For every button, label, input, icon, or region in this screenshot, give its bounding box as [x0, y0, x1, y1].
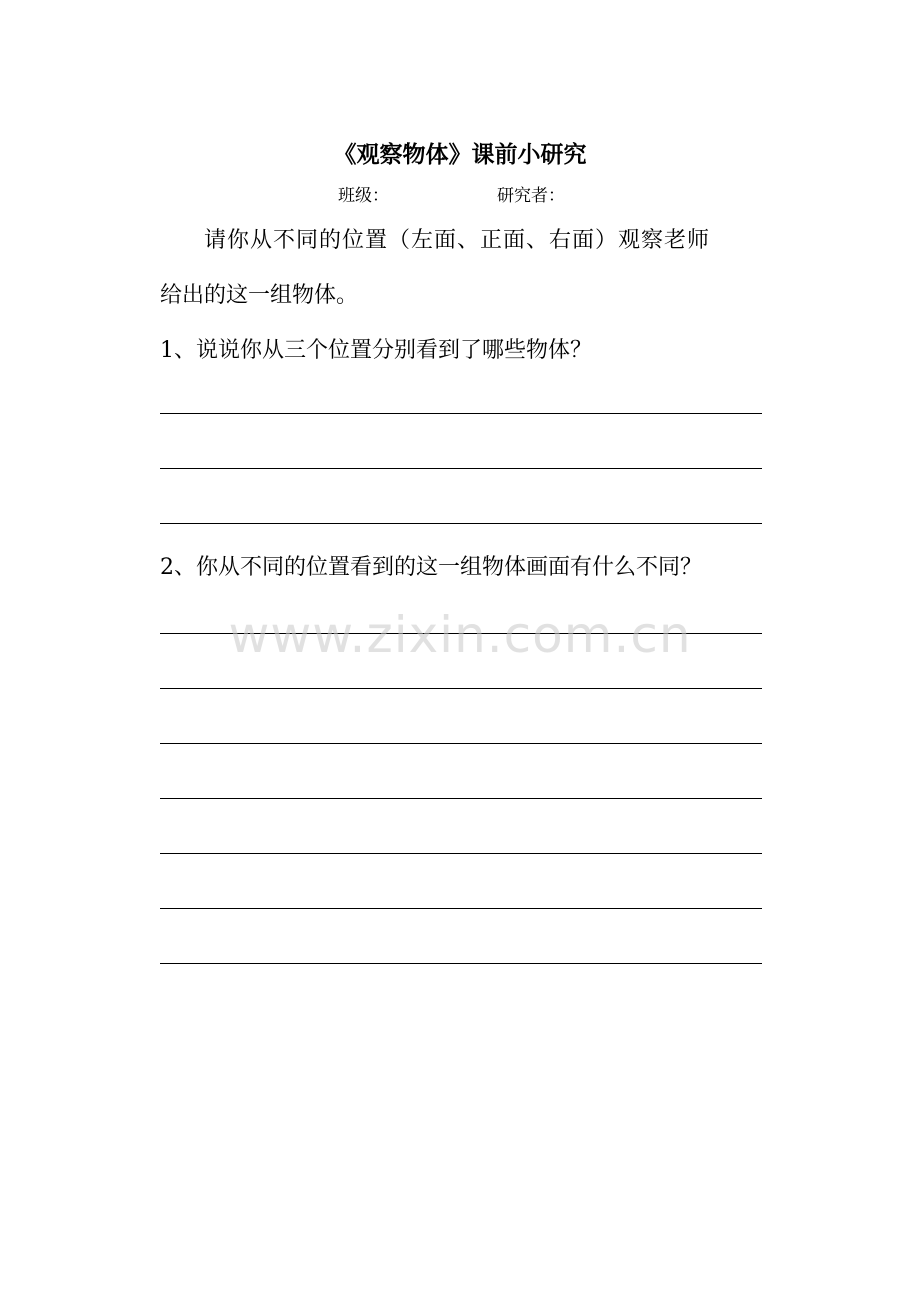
answer-line-q2-1 — [160, 633, 762, 634]
intro-text-line-1: 请你从不同的位置（左面、正面、右面）观察老师 — [204, 228, 711, 253]
answer-line-q1-2 — [160, 468, 762, 469]
worksheet-title: 《观察物体》课前小研究 — [333, 141, 587, 168]
answer-line-q2-6 — [160, 908, 762, 909]
researcher-label: 研究者： — [497, 186, 565, 206]
watermark: www.zixin.com.cn — [228, 606, 692, 664]
answer-line-q1-3 — [160, 523, 762, 524]
answer-line-q2-5 — [160, 853, 762, 854]
answer-line-q2-7 — [160, 963, 762, 964]
answer-line-q2-4 — [160, 798, 762, 799]
intro-text-line-2: 给出的这一组物体。 — [160, 283, 359, 308]
answer-line-q2-3 — [160, 743, 762, 744]
class-label: 班级： — [338, 186, 389, 206]
answer-line-q2-2 — [160, 688, 762, 689]
answer-line-q1-1 — [160, 413, 762, 414]
question-2: 2、你从不同的位置看到的这一组物体画面有什么不同？ — [160, 555, 702, 580]
question-1: 1、说说你从三个位置分别看到了哪些物体？ — [160, 338, 592, 363]
